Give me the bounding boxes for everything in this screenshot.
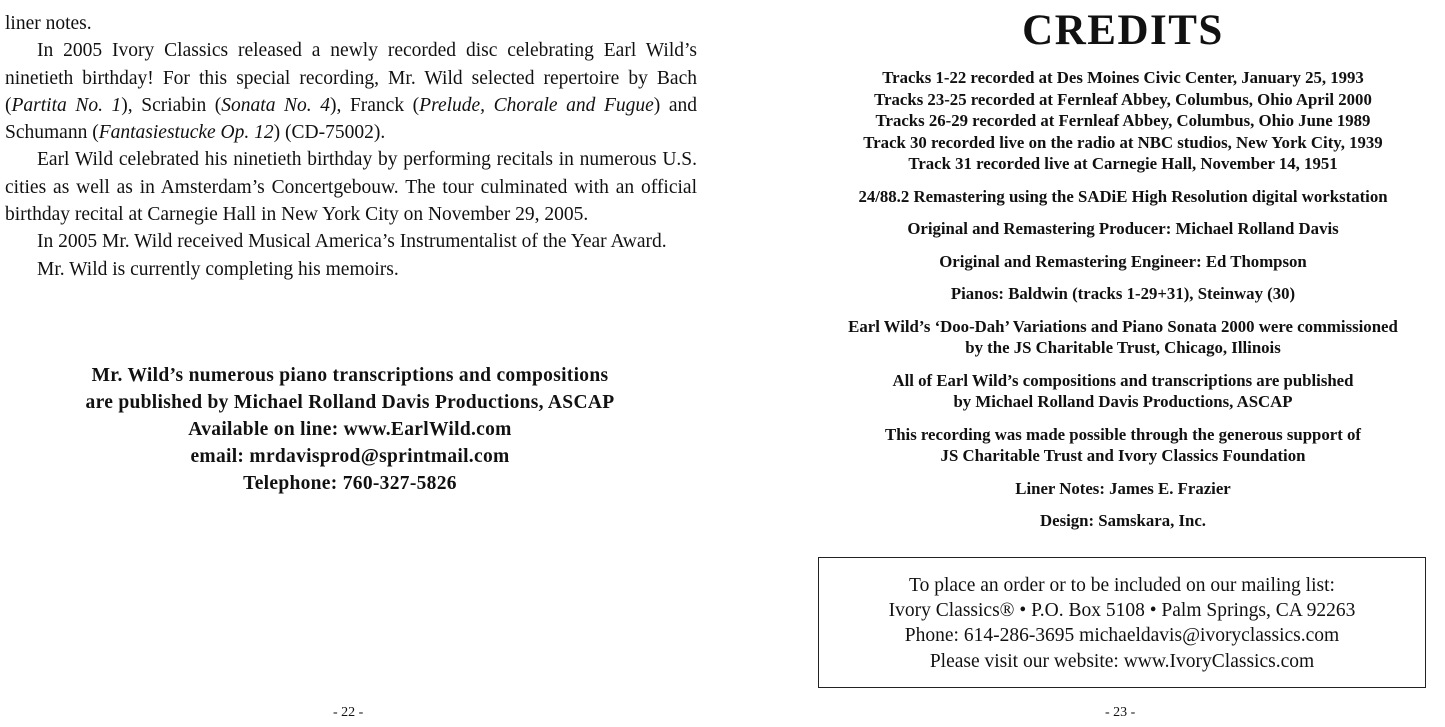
paragraph-text: ) (CD-75002). — [273, 122, 386, 144]
liner-paragraph — [5, 146, 697, 228]
publisher-line: are published by Michael Rolland Davis Productions, ASCAP — [85, 392, 615, 413]
paragraph-text: In 2005 Ivory Classics released a newly recorded disc celebrating Earl Wild’s ninetieth birthday! For this special recording, Mr. Wild selected repertoire by Bach ( — [5, 40, 697, 116]
credit-line: Track 30 recorded live on the radio at NBC studios, New York City, 1939 — [863, 132, 1383, 152]
paragraph-text: Earl Wild celebrated his ninetieth birthday by performing recitals in numerous U.S. cities as well as in Amsterdam’s Concertgebouw. The tour culminated with an official birthday recital at Carnegie Hall in New York City on November 29, 2005. — [5, 149, 697, 226]
credit-line: Original and Remastering Producer: Michael Rolland Davis — [907, 219, 1339, 238]
credit-line: by Michael Rolland Davis Productions, ASCAP — [953, 392, 1293, 411]
liner-paragraph — [5, 37, 697, 146]
credit-group — [805, 283, 1441, 305]
liner-notes-text — [5, 10, 697, 283]
order-info-box — [818, 557, 1426, 688]
paragraph-text: In 2005 Mr. Wild received Musical America’s Instrumentalist of the Year Award. — [37, 231, 667, 253]
paragraph-text: ), Scriabin ( — [121, 94, 222, 116]
credit-line: All of Earl Wild’s compositions and transcriptions are published — [892, 370, 1354, 390]
credit-group — [805, 316, 1441, 359]
italic-title-text: Partita No. 1 — [11, 94, 122, 116]
credit-group — [805, 186, 1441, 208]
credit-line: by the JS Charitable Trust, Chicago, Illinois — [965, 338, 1281, 357]
paragraph-text: Mr. Wild is currently completing his memoirs. — [37, 258, 399, 280]
credit-line: Earl Wild’s ‘Doo-Dah’ Variations and Piano Sonata 2000 were commissioned — [848, 316, 1398, 336]
credit-line: This recording was made possible through the generous support of — [885, 424, 1361, 444]
credit-line: Tracks 23-25 recorded at Fernleaf Abbey, Columbus, Ohio April 2000 — [874, 89, 1372, 109]
credit-group — [805, 478, 1441, 500]
italic-title-text: Sonata No. 4 — [221, 94, 330, 116]
credits-list — [805, 67, 1441, 543]
publisher-info — [0, 362, 700, 497]
credit-group — [805, 218, 1441, 240]
paragraph-text: ), Franck ( — [330, 94, 420, 116]
credit-line: 24/88.2 Remastering using the SADiE High Resolution digital workstation — [858, 186, 1388, 206]
credit-line: Tracks 1-22 recorded at Des Moines Civic Center, January 25, 1993 — [882, 68, 1364, 87]
paragraph-text: liner notes. — [5, 13, 92, 34]
credit-line: Original and Remastering Engineer: Ed Thompson — [939, 251, 1307, 271]
email-line: email: mrdavisprod@sprintmail.com — [190, 446, 510, 467]
credit-line: Liner Notes: James E. Frazier — [1015, 478, 1231, 498]
liner-paragraph — [5, 228, 697, 255]
italic-title-text: Fantasiestucke Op. 12 — [98, 122, 274, 144]
website-line: Please visit our website: www.IvoryClassics.com — [929, 650, 1315, 672]
telephone-line: Telephone: 760-327-5826 — [243, 473, 457, 494]
right-page — [805, 0, 1445, 727]
website-line: Available on line: www.EarlWild.com — [188, 419, 512, 440]
page-number-left: - 22 - — [333, 705, 364, 720]
liner-paragraph — [5, 256, 697, 283]
credits-title: CREDITS — [1022, 7, 1224, 54]
liner-paragraph — [5, 10, 697, 37]
credit-group — [805, 251, 1441, 273]
credit-line: JS Charitable Trust and Ivory Classics Foundation — [940, 446, 1306, 465]
paragraph-text: ) and Schumann ( — [5, 94, 697, 144]
address-line: Ivory Classics® • P.O. Box 5108 • Palm Springs, CA 92263 — [888, 600, 1356, 622]
order-line: To place an order or to be included on our mailing list: — [909, 575, 1335, 596]
credit-line: Pianos: Baldwin (tracks 1-29+31), Steinway (30) — [950, 284, 1296, 303]
credit-group — [805, 510, 1441, 532]
credit-line: Track 31 recorded live at Carnegie Hall, November 14, 1951 — [908, 154, 1338, 173]
credit-group — [805, 424, 1441, 467]
page-number-right: - 23 - — [1105, 705, 1136, 720]
credit-group — [805, 67, 1441, 175]
publisher-line: Mr. Wild’s numerous piano transcriptions and compositions — [91, 365, 609, 386]
credit-line: Tracks 26-29 recorded at Fernleaf Abbey, Columbus, Ohio June 1989 — [875, 111, 1371, 130]
left-page — [0, 0, 700, 727]
credit-group — [805, 370, 1441, 413]
credit-line: Design: Samskara, Inc. — [1040, 511, 1206, 530]
contact-line: Phone: 614-286-3695 michaeldavis@ivoryclassics.com — [904, 625, 1340, 647]
italic-title-text: Prelude, Chorale and Fugue — [419, 94, 654, 116]
